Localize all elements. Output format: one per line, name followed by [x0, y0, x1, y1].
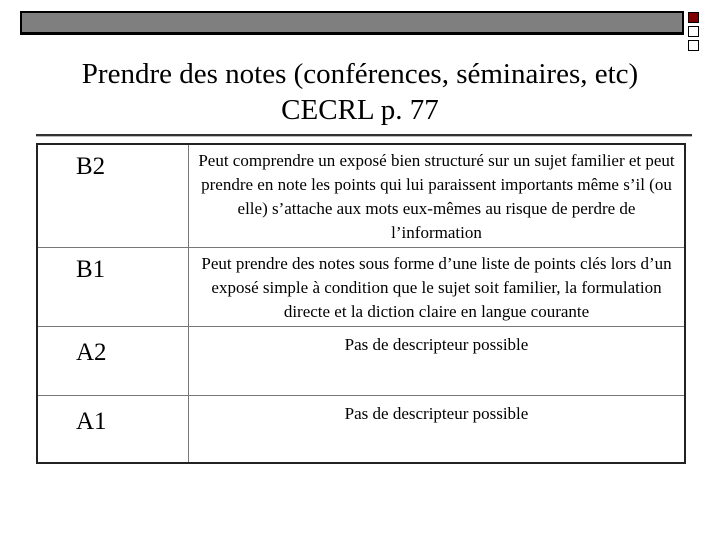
table-row	[37, 247, 685, 326]
descriptor-cell: Peut comprendre un exposé bien structuré sur un sujet familier et peut prendre en note les points qui lui paraissent importants même s’il (ou elle) s’attache aux mots eux-mêmes au risque de perdre de l’information	[189, 144, 686, 247]
slide-title	[20, 56, 700, 128]
corner-squares	[688, 12, 704, 54]
title-divider	[36, 134, 692, 137]
descriptor-cell: Pas de descripteur possible	[189, 395, 686, 463]
filled-square-icon	[688, 12, 699, 23]
descriptor-cell: Peut prendre des notes sous forme d’une liste de points clés lors d’un exposé simple à condition que le sujet soit familier, la formulation directe et la diction claire en langue courante	[189, 247, 686, 326]
level-cell: A1	[37, 395, 189, 463]
table-row	[37, 395, 685, 463]
square-icon	[688, 26, 699, 37]
slide-top-bar	[20, 11, 684, 35]
descriptor-cell: Pas de descripteur possible	[189, 326, 686, 395]
level-cell: A2	[37, 326, 189, 395]
level-descriptor-table	[36, 143, 686, 464]
level-cell: B1	[37, 247, 189, 326]
title-line-2: CECRL p. 77	[281, 94, 439, 126]
square-icon	[688, 40, 699, 51]
title-line-1: Prendre des notes (conférences, séminaires, etc)	[81, 58, 639, 90]
table-row	[37, 326, 685, 395]
level-cell: B2	[37, 144, 189, 247]
table-row	[37, 144, 685, 247]
